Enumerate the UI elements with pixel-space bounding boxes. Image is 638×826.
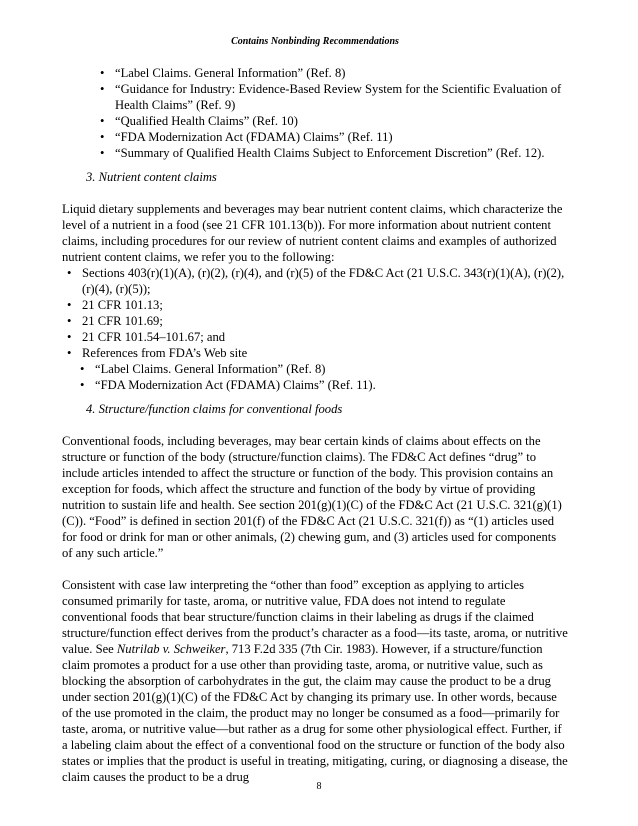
paragraph-structure-function: Conventional foods, including beverages, may bear certain kinds of claims about effects on the structure or function of the body (structure/function claims). The FD&C Act defines “drug” to include articles intended to affect the structure or function of the body. This provision contains an exception for foods, which affect the structure and function of the body by virtue of providing nutrition to sustain life and health. See section 201(g)(1)(C) of the FD&C Act (21 U.S.C. 321(g)(1)(C)). “Food” is defined in section 201(f) of the FD&C Act (21 U.S.C. 321(f)) as “(1) articles used for food or drink for man or other animals, (2) chewing gum, and (3) articles used for components of any such article.” (62, 434, 562, 560)
list-item: • References from FDA’s Web site (82, 345, 568, 361)
section-heading-nutrient-content: 3. Nutrient content claims (86, 170, 217, 184)
list-item: • 21 CFR 101.69; (82, 313, 568, 329)
page-header: Contains Nonbinding Recommendations (231, 36, 399, 47)
paragraph-nutrient-intro: Liquid dietary supplements and beverages may bear nutrient content claims, which characterize the level of a nutrient in a food (see 21 CFR 101.13(b)). For more information about nutrient content claims, including procedures for our review of nutrient content claims and examples of authorized nutrient content claims, we refer you to the following: (62, 202, 563, 264)
reference-list (115, 65, 568, 161)
list-item: • “Label Claims. General Information” (Ref. 8) (95, 361, 568, 377)
list-item: • “Summary of Qualified Health Claims Subject to Enforcement Discretion” (Ref. 12). (115, 145, 568, 161)
list-item: • 21 CFR 101.13; (82, 297, 568, 313)
list-item: • “Label Claims. General Information” (Ref. 8) (115, 65, 568, 81)
list-item: • “Guidance for Industry: Evidence-Based Review System for the Scientific Evaluation of Health Claims” (Ref. 9) (115, 81, 568, 113)
case-citation: Nutrilab v. Schweiker (116, 642, 226, 656)
list-item: • “FDA Modernization Act (FDAMA) Claims” (Ref. 11). (95, 377, 568, 393)
section-heading-structure-function: 4. Structure/function claims for conventional foods (86, 402, 343, 416)
paragraph-text: Consistent with case law interpreting the “other than food” exception as applying to articles consumed primarily for taste, aroma, or nutritive value, FDA does not intend to regulate conventional foods that bear structure/function claims in their labeling as drugs if the claimed structure/function effect derives from the product’s character as a food—its taste, aroma, or nutritive value. See (62, 578, 568, 656)
page-number: 8 (316, 781, 322, 792)
list-item: • 21 CFR 101.54–101.67; and (82, 329, 568, 345)
nutrient-reference-list (82, 265, 568, 361)
list-item: • Sections 403(r)(1)(A), (r)(2), (r)(4), and (r)(5) of the FD&C Act (21 U.S.C. 343(r)(1)(A), (r)(2), (r)(4), (r)(5)); (82, 265, 568, 297)
list-item: • “Qualified Health Claims” (Ref. 10) (115, 113, 568, 129)
web-reference-list (95, 361, 568, 393)
list-item: • “FDA Modernization Act (FDAMA) Claims” (Ref. 11) (115, 129, 568, 145)
paragraph-text: , 713 F.2d 335 (7th Cir. 1983). However, if a structure/function claim promotes a product for a use other than providing taste, aroma, or nutritive value, such as blocking the absorption of carbohydrates in the gut, the claim may cause the product to be a drug under section 201(g)(1)(C) of the FD&C Act by changing its primary use. In other words, because of the use promoted in the claim, the product may no longer be consumed as a food—primarily for taste, aroma, or nutritive value—but rather as a drug for some other physiological effect. Further, if a labeling claim about the effect of a conventional food on the structure or function of the body also states or implies that the product is useful in treating, mitigating, curing, or diagnosing a disease, the claim causes the product to be a drug (62, 642, 568, 784)
paragraph-case-law (62, 577, 568, 785)
